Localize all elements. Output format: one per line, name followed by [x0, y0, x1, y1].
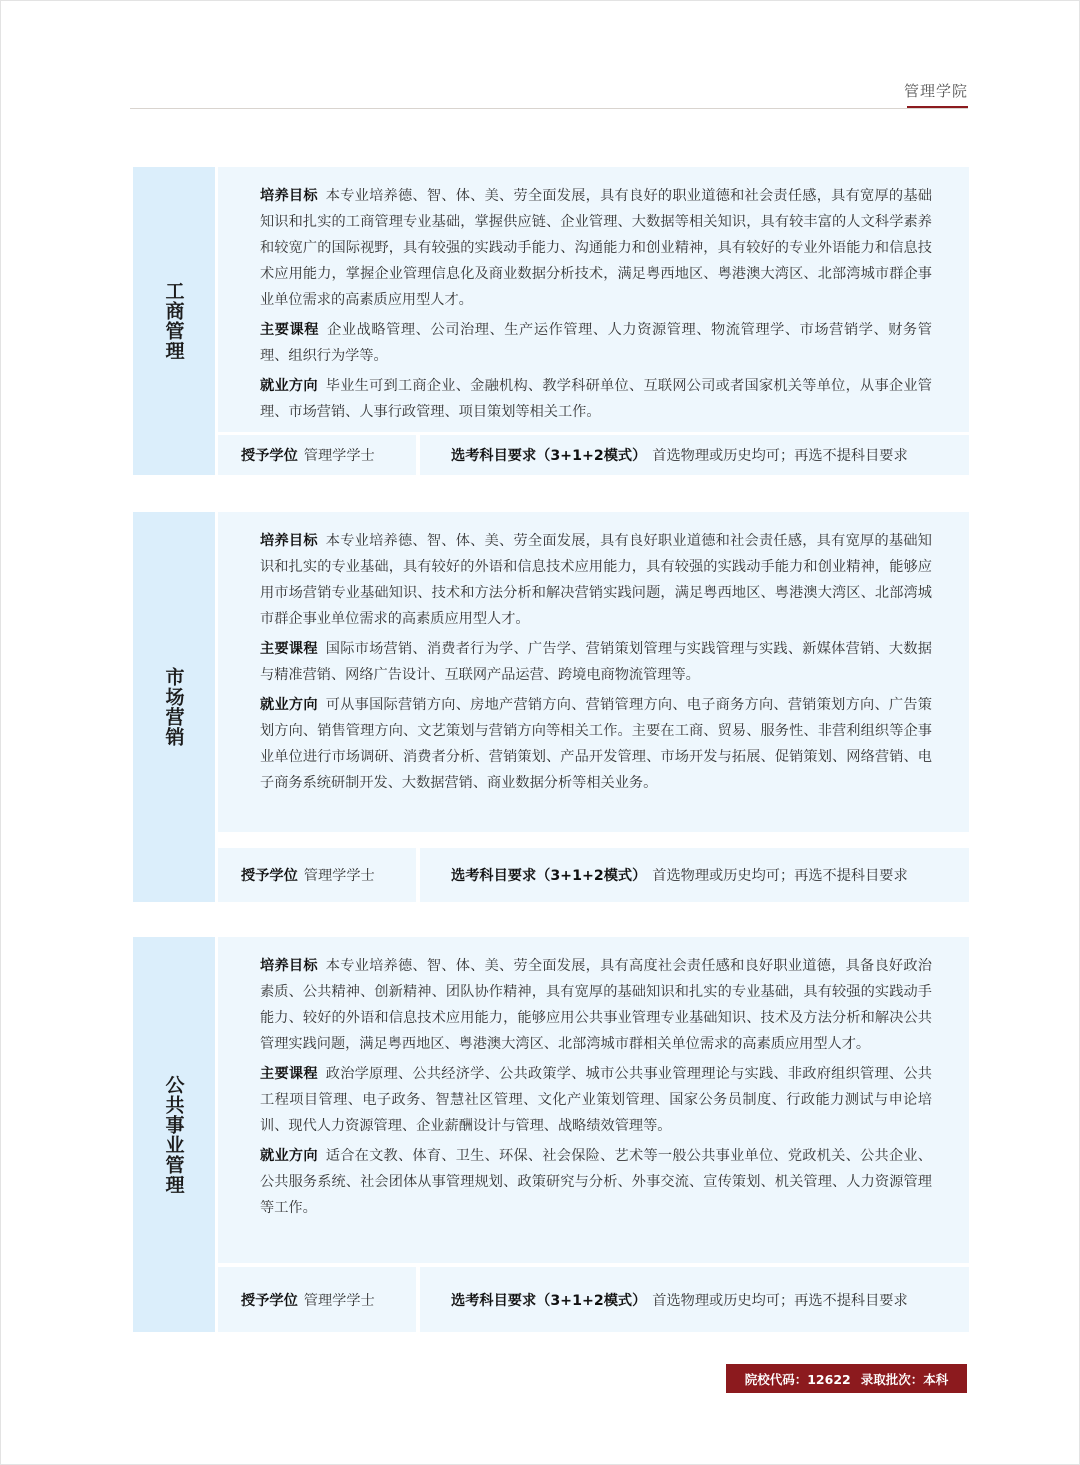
degree-label: 授予学位 [241, 448, 298, 464]
degree-cell [218, 1267, 416, 1332]
major-side-panel [133, 937, 215, 1332]
major-side-panel [133, 512, 215, 902]
training-goal-label: 培养目标 [260, 958, 318, 974]
main-courses-text: 政治学原理、公共经济学、公共政策学、城市公共事业管理理论与实践、非政府组织管理、公共工程项目管理、电子政务、智慧社区管理、文化产业策划管理、国家公务员制度、行政能力测试与申论培训、现代人力资源管理、企业薪酬设计与管理、战略绩效管理等。 [260, 1066, 932, 1134]
training-goal [260, 528, 932, 632]
training-goal-label: 培养目标 [260, 533, 318, 549]
training-goal-text: 本专业培养德、智、体、美、劳全面发展，具有良好的职业道德和社会责任感，具有宽厚的基础知识和扎实的工商管理专业基础，掌握供应链、企业管理、大数据等相关知识，具有较丰富的人文科学素养和较宽广的国际视野，具有较强的实践动手能力、沟通能力和创业精神，具有较好的专业外语能力和信息技术应用能力，掌握企业管理信息化及商业数据分析技术，满足粤西地区、粤港澳大湾区、北部湾城市群企事业单位需求的高素质应用型人才。 [260, 188, 932, 308]
degree-cell [218, 848, 416, 902]
major-content-text [260, 953, 932, 1225]
main-courses [260, 317, 932, 369]
main-courses-label: 主要课程 [260, 641, 318, 657]
career-direction-text: 适合在文教、体育、卫生、环保、社会保险、艺术等一般公共事业单位、党政机关、公共企业、公共服务系统、社会团体从事管理规划、政策研究与分析、外事交流、宣传策划、机关管理、人力资源管理等工作。 [260, 1148, 932, 1216]
subject-requirement-label: 选考科目要求（3+1+2模式） [451, 448, 647, 464]
subject-requirement-cell [420, 435, 969, 475]
training-goal-text: 本专业培养德、智、体、美、劳全面发展，具有高度社会责任感和良好职业道德，具备良好政治素质、公共精神、创新精神、团队协作精神，具有宽厚的基础知识和扎实的专业基础，具有较强的实践动手能力、较好的外语和信息技术应用能力，能够应用公共事业管理专业基础知识、技术及方法分析和解决公共管理实践问题，满足粤西地区、粤港澳大湾区、北部湾城市群相关单位需求的高素质应用型人才。 [260, 958, 932, 1052]
major-content-text [260, 528, 932, 800]
career-direction-text: 可从事国际营销方向、房地产营销方向、营销管理方向、电子商务方向、营销策划方向、广告策划方向、销售管理方向、文艺策划与营销方向等相关工作。主要在工商、贸易、服务性、非营利组织等企事业单位进行市场调研、消费者分析、营销策划、产品开发管理、市场开发与拓展、促销策划、网络营销、电子商务系统研制开发、大数据营销、商业数据分析等相关业务。 [260, 697, 932, 791]
degree-label: 授予学位 [241, 868, 298, 884]
major-title: 工商管理 [162, 281, 185, 361]
major-business-admin [133, 167, 969, 475]
subject-requirement-cell [420, 1267, 969, 1332]
career-direction [260, 1143, 932, 1221]
degree-cell [218, 435, 416, 475]
major-content-text [260, 183, 932, 429]
major-title: 市场营销 [162, 667, 185, 747]
career-direction-text: 毕业生可到工商企业、金融机构、教学科研单位、互联网公司或者国家机关等单位，从事企业管理、市场营销、人事行政管理、项目策划等相关工作。 [260, 378, 932, 420]
career-direction-label: 就业方向 [260, 378, 318, 394]
subject-requirement-value: 首选物理或历史均可；再选不提科目要求 [652, 448, 908, 464]
degree-label: 授予学位 [241, 1292, 298, 1309]
major-info-row [218, 848, 969, 902]
subject-requirement-label: 选考科目要求（3+1+2模式） [451, 1292, 647, 1309]
school-code: 院校代码：12622 [744, 1371, 851, 1387]
subject-requirement-label: 选考科目要求（3+1+2模式） [451, 868, 647, 884]
career-direction [260, 373, 932, 425]
major-public-admin [133, 937, 969, 1332]
training-goal [260, 183, 932, 313]
major-content [218, 937, 969, 1263]
school-code-bar [726, 1364, 967, 1393]
major-marketing [133, 512, 969, 902]
main-courses-label: 主要课程 [260, 1066, 318, 1082]
major-info-row [218, 435, 969, 475]
subject-requirement-cell [420, 848, 969, 902]
career-direction [260, 692, 932, 796]
main-courses [260, 1061, 932, 1139]
degree-value: 管理学学士 [303, 448, 375, 464]
training-goal-label: 培养目标 [260, 188, 318, 204]
subject-requirement-value: 首选物理或历史均可；再选不提科目要求 [652, 868, 908, 884]
admission-batch: 录取批次：本科 [860, 1371, 949, 1387]
major-content [218, 512, 969, 832]
training-goal [260, 953, 932, 1057]
career-direction-label: 就业方向 [260, 697, 318, 713]
subject-requirement-value: 首选物理或历史均可；再选不提科目要求 [652, 1292, 908, 1309]
career-direction-label: 就业方向 [260, 1148, 318, 1164]
main-courses-text: 国际市场营销、消费者行为学、广告学、营销策划管理与实践管理与实践、新媒体营销、大数据与精准营销、网络广告设计、互联网产品运营、跨境电商物流管理等。 [260, 641, 932, 683]
degree-value: 管理学学士 [303, 868, 375, 884]
main-courses-text: 企业战略管理、公司治理、生产运作管理、人力资源管理、物流管理学、市场营销学、财务管理、组织行为学等。 [260, 322, 932, 364]
training-goal-text: 本专业培养德、智、体、美、劳全面发展，具有良好职业道德和社会责任感，具有宽厚的基础知识和扎实的专业基础，具有较好的外语和信息技术应用能力，具有较强的实践动手能力和创业精神，能够应用市场营销专业基础知识、技术和方法分析和解决营销实践问题，满足粤西地区、粤港澳大湾区、北部湾城市群企事业单位需求的高素质应用型人才。 [260, 533, 932, 627]
main-courses [260, 636, 932, 688]
major-content [218, 167, 969, 432]
header-rule [130, 108, 968, 109]
major-title: 公共事业管理 [162, 1074, 185, 1195]
major-side-panel [133, 167, 215, 475]
major-info-row [218, 1267, 969, 1332]
school-name: 管理学院 [903, 82, 968, 100]
degree-value: 管理学学士 [303, 1292, 375, 1309]
main-courses-label: 主要课程 [260, 322, 320, 338]
